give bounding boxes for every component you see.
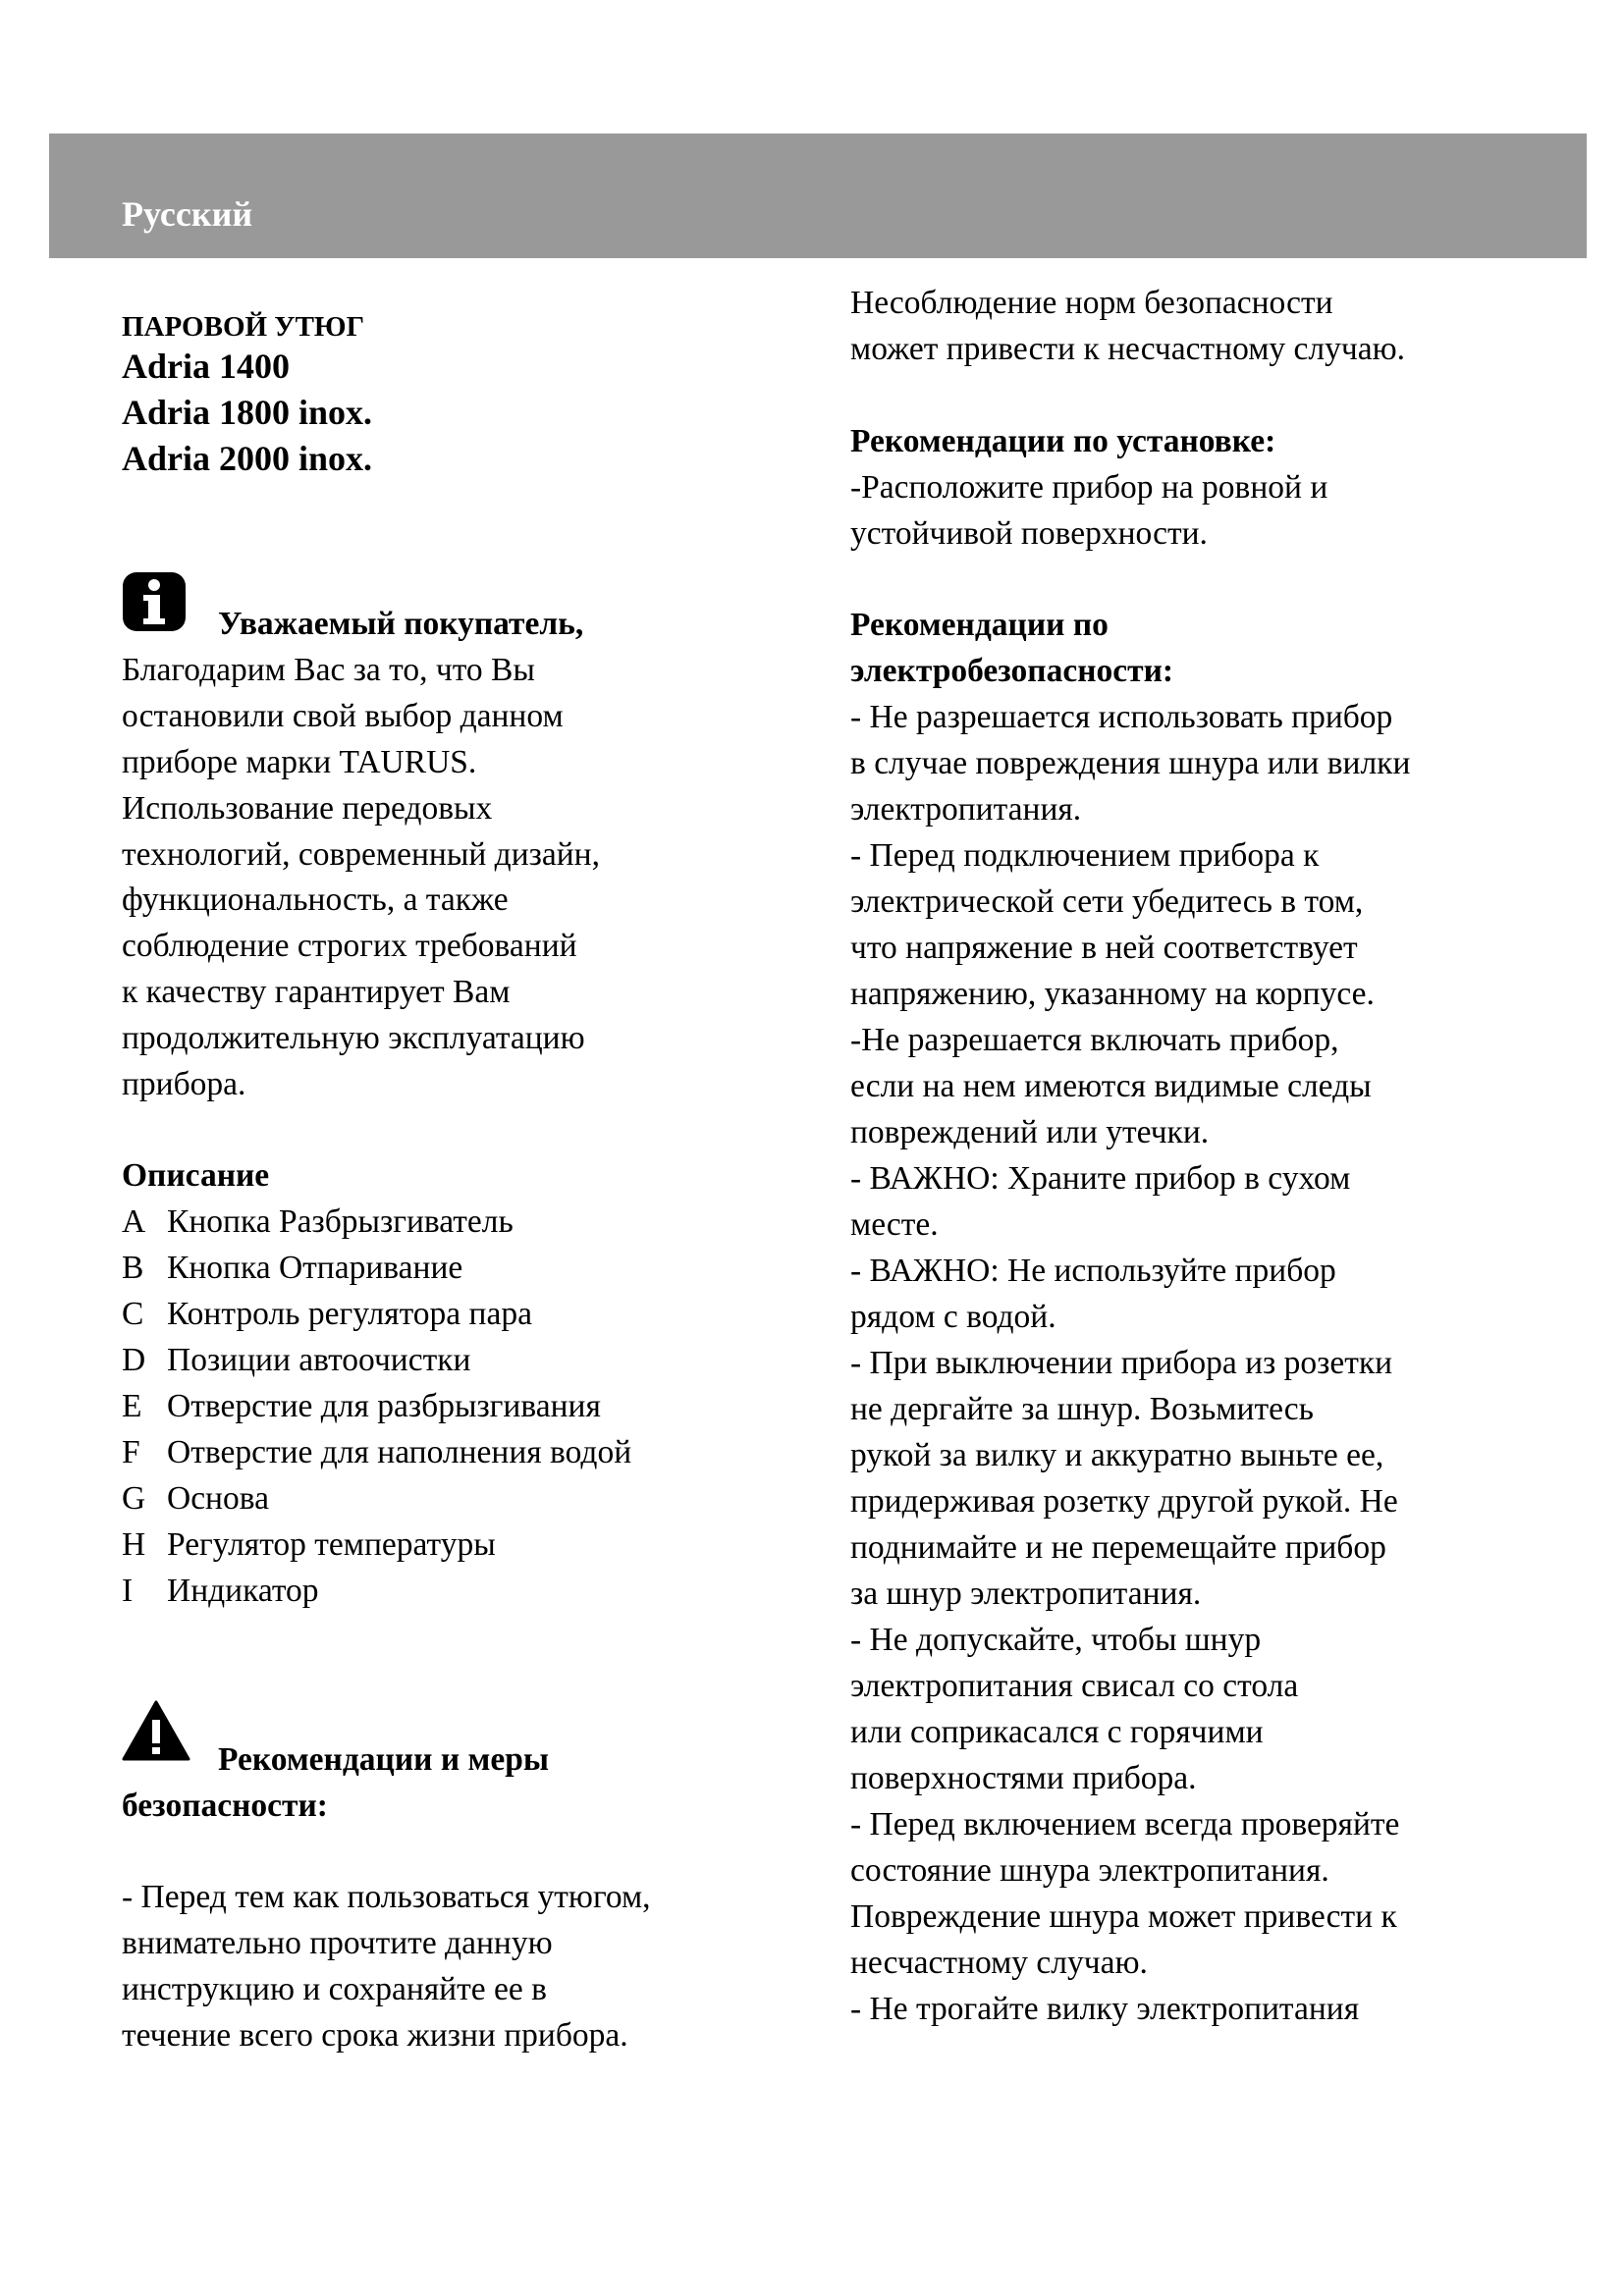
dear-customer-text: Использование передовых (122, 790, 493, 827)
dear-customer-text: к качеству гарантирует Вам (122, 974, 511, 1010)
safety-text: течение всего срока жизни прибора. (122, 2017, 628, 2054)
electrical-heading: электробезопасности: (850, 653, 1174, 689)
electrical-text: -Не разрешается включать прибор, (850, 1022, 1339, 1058)
dear-customer-text: остановили свой выбор данном (122, 698, 564, 734)
info-icon (122, 571, 187, 646)
electrical-text: рукой за вилку и аккуратно выньте ее, (850, 1437, 1384, 1473)
electrical-text: - Перед подключением прибора к (850, 837, 1320, 874)
safety-heading: Рекомендации и меры (218, 1741, 549, 1778)
description-item: B Кнопка Отпаривание (122, 1250, 463, 1286)
description-item: C Контроль регулятора пара (122, 1296, 532, 1332)
electrical-text: состояние шнура электропитания. (850, 1852, 1329, 1889)
safety-heading: безопасности: (122, 1788, 328, 1824)
safety-text: инструкцию и сохраняйте ее в (122, 1971, 547, 2007)
language-header-bar (49, 133, 1587, 258)
description-item: I Индикатор (122, 1573, 319, 1609)
electrical-text: в случае повреждения шнура или вилки (850, 745, 1411, 781)
description-item: G Основа (122, 1480, 269, 1517)
electrical-text: Повреждение шнура может привести к (850, 1898, 1397, 1935)
electrical-text: - При выключении прибора из розетки (850, 1345, 1393, 1381)
electrical-text: - Перед включением всегда проверяйте (850, 1806, 1400, 1842)
warning-icon (122, 1700, 190, 1775)
electrical-heading: Рекомендации по (850, 607, 1109, 643)
product-type: ПАРОВОЙ УТЮГ (122, 311, 365, 343)
electrical-text: - Не трогайте вилку электропитания (850, 1991, 1360, 2027)
electrical-text: несчастному случаю. (850, 1945, 1148, 1981)
electrical-text: месте. (850, 1206, 939, 1243)
electrical-text: повреждений или утечки. (850, 1114, 1210, 1150)
language-label: Русский (122, 194, 253, 234)
dear-customer-text: технологий, современный дизайн, (122, 836, 600, 873)
model-name: Adria 1400 (122, 347, 290, 386)
description-heading: Описание (122, 1157, 270, 1194)
electrical-text: не дергайте за шнур. Возьмитесь (850, 1391, 1314, 1427)
electrical-text: - Не разрешается использовать прибор (850, 699, 1393, 735)
description-item: F Отверстие для наполнения водой (122, 1434, 632, 1470)
electrical-text: что напряжение в ней соответствует (850, 930, 1358, 966)
intro-text: Несоблюдение норм безопасности (850, 285, 1333, 321)
electrical-text: поверхностями прибора. (850, 1760, 1197, 1796)
description-item: E Отверстие для разбрызгивания (122, 1388, 601, 1424)
electrical-text: - Не допускайте, чтобы шнур (850, 1622, 1262, 1658)
dear-customer-text: соблюдение строгих требований (122, 928, 577, 964)
intro-text: может привести к несчастному случаю. (850, 331, 1405, 367)
electrical-text: электропитания свисал со стола (850, 1668, 1299, 1704)
description-item: A Кнопка Разбрызгиватель (122, 1203, 514, 1240)
electrical-text: напряжению, указанному на корпусе. (850, 976, 1375, 1012)
electrical-text: придерживая розетку другой рукой. Не (850, 1483, 1398, 1520)
electrical-text: поднимайте и не перемещайте прибор (850, 1529, 1386, 1566)
dear-customer-text: Благодарим Вас за то, что Вы (122, 652, 535, 688)
model-name: Adria 1800 inox. (122, 393, 373, 432)
electrical-text: рядом с водой. (850, 1299, 1056, 1335)
electrical-text: электропитания. (850, 791, 1082, 828)
dear-customer-text: функциональность, а также (122, 881, 509, 918)
installation-text: устойчивой поверхности. (850, 515, 1208, 552)
electrical-text: электрической сети убедитесь в том, (850, 883, 1364, 920)
safety-text: внимательно прочтите данную (122, 1925, 553, 1961)
safety-text: - Перед тем как пользоваться утюгом, (122, 1879, 651, 1915)
dear-customer-text: продолжительную эксплуатацию (122, 1020, 585, 1056)
electrical-text: за шнур электропитания. (850, 1575, 1202, 1612)
dear-customer-text: приборе марки TAURUS. (122, 744, 477, 780)
description-item: D Позиции автоочистки (122, 1342, 471, 1378)
model-name: Adria 2000 inox. (122, 439, 373, 478)
description-item: H Регулятор температуры (122, 1526, 496, 1563)
electrical-text: или соприкасался с горячими (850, 1714, 1264, 1750)
electrical-text: - ВАЖНО: Храните прибор в сухом (850, 1160, 1351, 1197)
electrical-text: если на нем имеются видимые следы (850, 1068, 1372, 1104)
installation-heading: Рекомендации по установке: (850, 423, 1276, 459)
dear-customer-text: прибора. (122, 1066, 246, 1102)
electrical-text: - ВАЖНО: Не используйте прибор (850, 1253, 1336, 1289)
dear-customer-heading: Уважаемый покупатель, (218, 606, 584, 642)
installation-text: -Расположите прибор на ровной и (850, 469, 1328, 506)
